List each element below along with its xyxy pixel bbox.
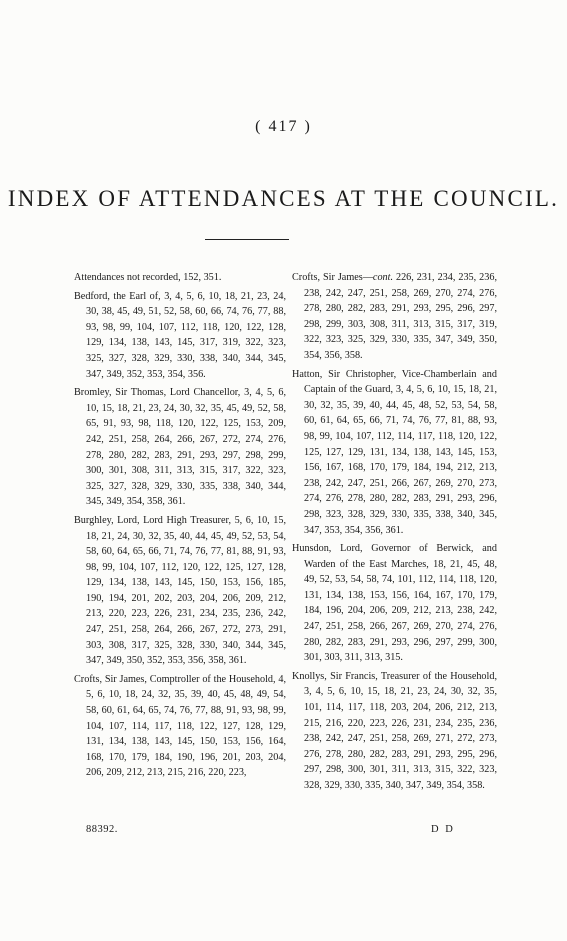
index-entry xyxy=(74,672,286,781)
entry-pages: 3, 4, 5, 6, 10, 15, 18, 21, 23, 24, 30, 32, 35, 101, 114, 117, 118, 203, 204, 206, 212, 213, 215, 216, 220, 223, 226, 231, 234, 235, 236, 238, 242, 247, 251, 258, 269, 271, 272, 273, 276, 278, 280, 282, 283, 291, 293, 295, 296, 297, 298, 300, 301, 311, 313, 315, 322, 323, 328, 329, 330, 335, 340, 347, 349, 354, 358. xyxy=(304,686,497,791)
index-entry xyxy=(292,367,497,539)
entry-name: Attendances not recorded, xyxy=(74,272,181,283)
index-entry xyxy=(292,270,497,364)
entry-pages: 5, 6, 10, 15, 18, 21, 24, 30, 32, 35, 40, 44, 45, 49, 52, 53, 54, 58, 60, 64, 65, 66, 71, 74, 76, 77, 81, 88, 91, 93, 98, 99, 104, 107, 112, 120, 122, 125, 127, 128, 129, 134, 138, 143, 145, 150, 153, 156, 185, 190, 194, 201, 202, 203, 204, 206, 209, 212, 213, 220, 223, 226, 231, 234, 235, 236, 242, 247, 251, 258, 264, 266, 267, 272, 273, 291, 303, 308, 317, 325, 328, 330, 340, 344, 345, 347, 349, 350, 352, 353, 356, 358, 361. xyxy=(86,514,287,667)
signature-mark: D D xyxy=(431,824,455,835)
right-column xyxy=(292,270,497,797)
entry-name: Hunsdon, Lord, Governor of Berwick, and Warden of the East Marches, xyxy=(292,543,497,570)
entry-name: Knollys, Sir Francis, Treasurer of the Household, xyxy=(292,670,497,682)
index-entry xyxy=(74,270,286,286)
entry-pages: 3, 4, 5, 6, 10, 15, 18, 21, 23, 24, 30, 32, 35, 45, 49, 52, 58, 65, 91, 93, 98, 118, 120, 122, 125, 153, 209, 242, 251, 258, 264, 266, 267, 272, 274, 276, 278, 280, 282, 283, 291, 293, 297, 298, 299, 300, 301, 308, 311, 313, 315, 317, 322, 323, 325, 327, 328, 329, 330, 335, 338, 340, 344, 345, 349, 354, 358, 361. xyxy=(86,387,287,508)
entry-name: Crofts, Sir James— xyxy=(292,272,373,283)
sheet-number: 88392. xyxy=(86,824,118,835)
title-rule xyxy=(205,239,289,240)
index-entry xyxy=(292,541,497,666)
entry-name: Hatton, Sir Christopher, Vice-Chamberlain and Captain of the Guard, xyxy=(292,368,497,396)
entry-pages: 3, 4, 5, 6, 10, 15, 18, 21, 30, 32, 35, 39, 40, 44, 45, 48, 52, 53, 54, 58, 60, 61, 64, 65, 66, 71, 74, 76, 77, 81, 88, 93, 98, 99, 104, 107, 112, 114, 117, 118, 120, 122, 125, 127, 129, 131, 134, 138, 143, 145, 153, 156, 167, 168, 170, 179, 184, 194, 212, 213, 238, 242, 247, 251, 266, 267, 269, 270, 273, 274, 276, 278, 280, 282, 283, 291, 293, 296, 298, 323, 328, 329, 330, 335, 338, 340, 345, 347, 353, 354, 356, 361. xyxy=(304,384,498,536)
entry-name: Bromley, Sir Thomas, Lord Chancellor, xyxy=(74,387,241,399)
entry-name: Crofts, Sir James, Comptroller of the Household, xyxy=(74,673,276,685)
index-entry xyxy=(74,289,286,383)
entry-name: Bedford, the Earl of, xyxy=(74,290,161,302)
entry-pages: 152, 351. xyxy=(183,272,222,283)
index-entry xyxy=(292,669,497,794)
index-title: INDEX OF ATTENDANCES AT THE COUNCIL. xyxy=(7,186,560,211)
entry-name: Burghley, Lord, Lord High Treasurer, xyxy=(74,514,232,526)
index-entry xyxy=(74,385,286,510)
left-column xyxy=(74,270,286,784)
index-entry xyxy=(74,513,286,669)
entry-pages: 4, 5, 6, 10, 18, 24, 32, 35, 39, 40, 45, 48, 49, 54, 58, 60, 61, 64, 65, 74, 76, 77, 88, 91, 93, 98, 99, 104, 107, 114, 117, 118, 122, 127, 128, 129, 131, 134, 138, 143, 145, 150, 153, 156, 164, 168, 170, 179, 184, 190, 196, 201, 203, 204, 206, 209, 212, 213, 215, 216, 220, 223, xyxy=(86,673,286,779)
entry-pages: 226, 231, 234, 235, 236, 238, 242, 247, 251, 258, 269, 270, 274, 276, 278, 280, 282, 283, 291, 293, 295, 296, 297, 298, 299, 303, 308, 311, 313, 315, 317, 319, 322, 323, 325, 329, 330, 335, 347, 349, 350, 354, 356, 358. xyxy=(304,272,497,361)
continued-marker: cont. xyxy=(372,272,394,283)
entry-pages: 18, 21, 45, 48, 49, 52, 53, 54, 58, 74, 101, 112, 114, 118, 120, 131, 134, 138, 153, 156, 164, 167, 170, 179, 184, 196, 204, 206, 209, 212, 213, 238, 242, 247, 251, 258, 266, 267, 269, 270, 274, 276, 280, 282, 283, 291, 293, 296, 297, 299, 300, 301, 303, 311, 313, 315. xyxy=(304,558,498,664)
page-number: ( 417 ) xyxy=(255,118,312,135)
entry-pages: 3, 4, 5, 6, 10, 18, 21, 23, 24, 30, 38, 45, 49, 51, 52, 58, 60, 66, 74, 76, 77, 88, 93, 98, 99, 104, 107, 112, 118, 120, 122, 128, 129, 134, 138, 143, 145, 317, 319, 322, 323, 325, 327, 328, 329, 330, 338, 340, 344, 345, 347, 349, 352, 353, 354, 356. xyxy=(86,290,287,380)
